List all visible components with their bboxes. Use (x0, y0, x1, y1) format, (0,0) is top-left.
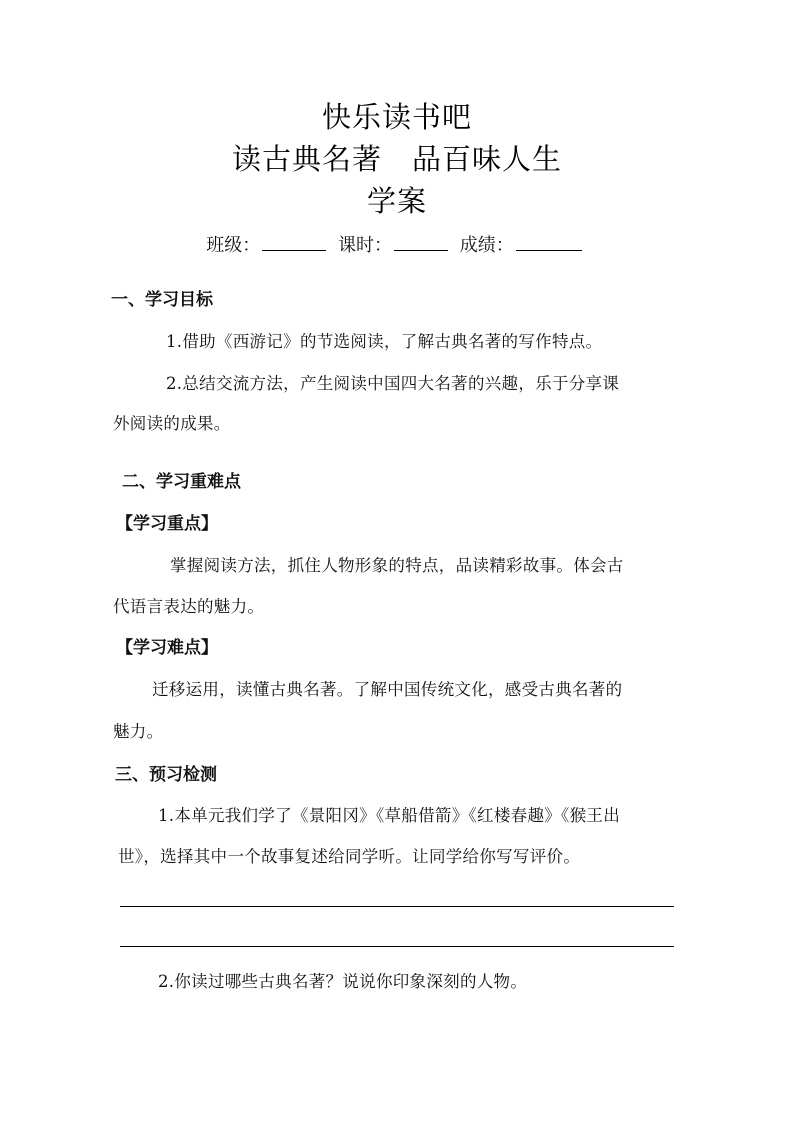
focus-line-1: 掌握阅读方法，抓住人物形象的特点，品读精彩故事。体会古 (170, 556, 624, 575)
goal-item-2-line1: 2.总结交流方法，产生阅读中国四大名著的兴趣，乐于分享课 (166, 374, 620, 393)
goal-item-2-line2: 外阅读的成果。 (113, 414, 231, 433)
period-blank[interactable] (394, 232, 448, 251)
page-subtitle: 读古典名著 品百味人生 (231, 142, 562, 176)
focus-line-2: 代语言表达的魅力。 (113, 597, 265, 616)
section-heading-preview: 三、预习检测 (115, 765, 217, 785)
class-blank[interactable] (262, 232, 326, 251)
question-2: 2.你读过哪些古典名著？说说你印象深刻的人物。 (158, 972, 528, 991)
page-title: 快乐读书吧 (321, 100, 472, 134)
focus-label: 【学习重点】 (116, 514, 218, 534)
class-label: 班级： (206, 235, 261, 256)
answer-line-2[interactable] (120, 946, 674, 947)
section-heading-keypoints: 二、学习重难点 (122, 472, 241, 492)
score-label: 成绩： (459, 235, 514, 256)
student-info-row (0, 232, 794, 259)
question-1-line2: 世》，选择其中一个故事复述给同学听。让同学给你写写评价。 (118, 847, 581, 866)
score-blank[interactable] (516, 232, 582, 251)
goal-item-1: 1.借助《西游记》的节选阅读，了解古典名著的写作特点。 (166, 332, 603, 351)
period-label: 课时： (338, 235, 392, 256)
difficulty-line-2: 魅力。 (113, 722, 164, 741)
question-1-line1: 1.本单元我们学了《景阳冈》《草船借箭》《红楼春趣》《猴王出 (158, 806, 620, 825)
difficulty-label: 【学习难点】 (116, 638, 218, 658)
answer-line-1[interactable] (120, 906, 674, 907)
difficulty-line-1: 迁移运用，读懂古典名著。了解中国传统文化，感受古典名著的 (152, 680, 623, 699)
section-heading-goals: 一、学习目标 (111, 290, 213, 310)
document-type: 学案 (366, 184, 427, 218)
